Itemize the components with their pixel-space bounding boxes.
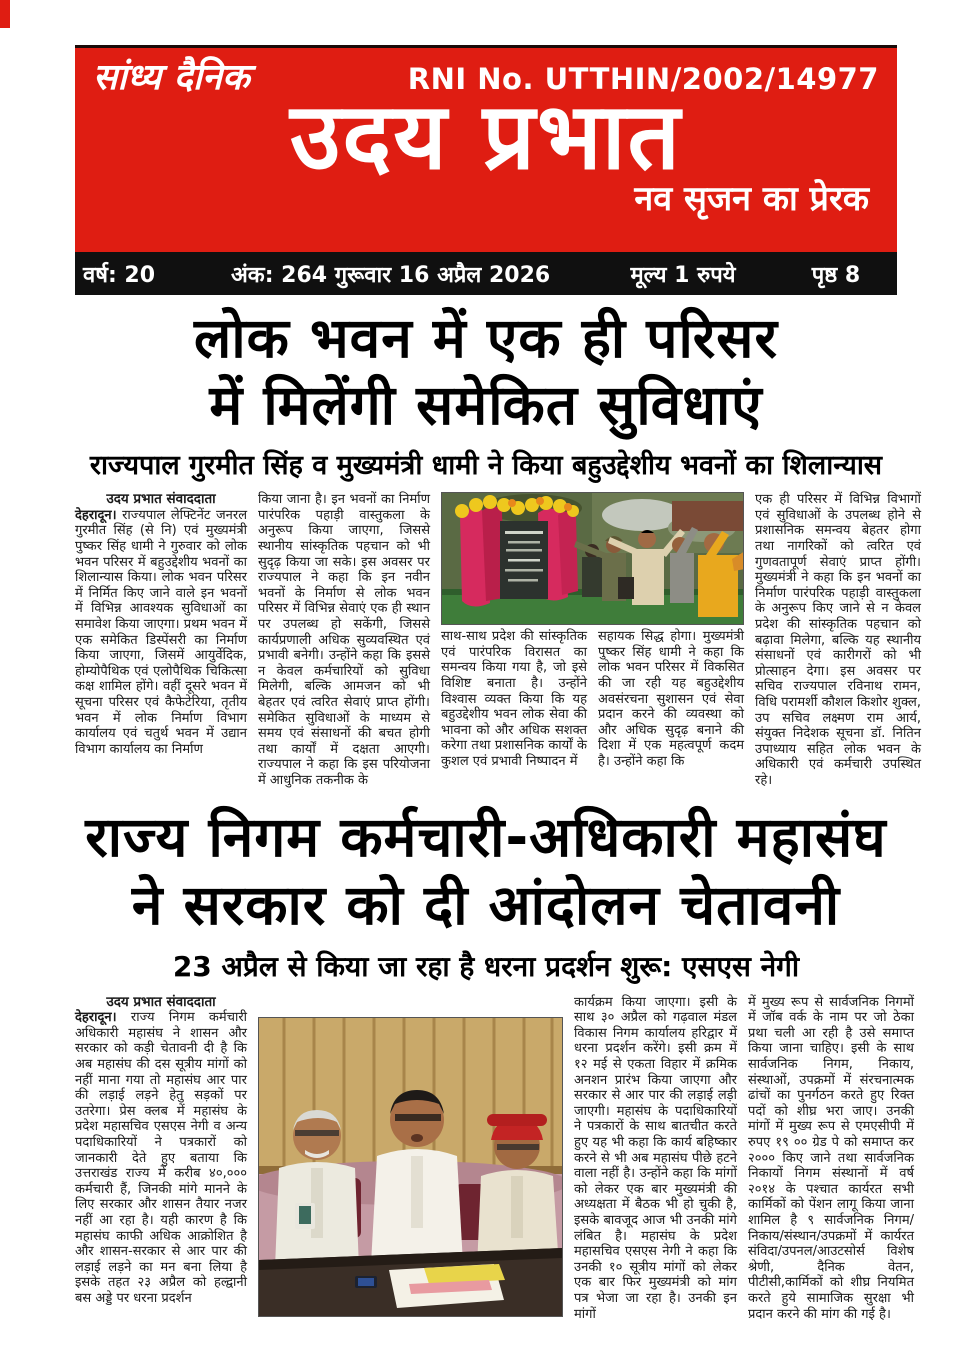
article1-column-2 (258, 492, 430, 788)
article1-col3-text: साथ-साथ प्रदेश की सांस्कृतिक एवं पारंपरिक विरासत का समन्वय किया गया है, जो इसे विशिष्ट बनाता है। उन्होंने विश्वास व्यक्त किया कि यह बहुउद्देशीय भवन लोक सेवा की भावना को और अधिक सशक्त करेगा तथा प्रशासनिक कार्यों के कुशल एवं प्रभावी निष्पादन में (441, 629, 587, 769)
article2-column-4 (748, 995, 914, 1322)
article2-body (75, 993, 914, 1322)
article2-subheadline: 23 अप्रैल से किया जा रहा है धरना प्रदर्शन शुरू: एसएस नेगी (172, 949, 800, 983)
article1-headline-line2: में मिलेंगी समेकित सुविधाएं (209, 373, 763, 438)
article1-subheadline: राज्यपाल गुरमीत सिंह व मुख्यमंत्री धामी ने किया बहुउद्देशीय भवनों का शिलान्यास (89, 450, 883, 482)
article1-col1-text: राज्यपाल लेफ्टिनेंट जनरल गुरमीत सिंह (से नि) एवं मुख्यमंत्री पुष्कर सिंह धामी ने गुरुवार को लोक भवन परिसर में बहुउद्देशीय भवनों का शिलान्यास किया। लोक भवन परिसर में निर्मित किए जाने वाले इन भवनों में विभिन्न आवश्यक सुविधाओं का समावेश किया जाएगा। प्रथम भवन में एक समेकित डिस्पेंसरी का निर्माण किया जाएगा, जिसमें आयुर्वेदिक, होम्योपैथिक एवं एलोपैथिक चिकित्सा कक्ष शामिल होंगे। वहीं दूसरे भवन में सूचना परिसर एवं कैफेटेरिया, तृतीय भवन में लोक निर्माण विभाग कार्यालय एवं चतुर्थ भवन में उद्यान विभाग कार्यालय का निर्माण (75, 507, 248, 757)
masthead (75, 45, 897, 252)
article2-headline (75, 804, 897, 938)
rni-number: RNI No. UTTHIN/2002/14977 (407, 62, 879, 96)
article2-col1-text: राज्य निगम कर्मचारी अधिकारी महासंघ ने शासन और सरकार को कड़ी चेतावनी दी है कि अब महासंघ की दस सूत्रीय मांगों को नहीं माना गया तो महासंघ आर पार की लड़ाई लड़ने हेतु सड़कों पर उतरेगा। प्रेस क्लब में महासंघ के प्रदेश महासचिव एसएस नेगी व अन्य पदाधिकारियों ने पत्रकारों को जानकारी देते हुए बताया कि उत्तराखंड राज्य में करीब ४०,००० कर्मचारी हैं, जिनकी मांगे मानने के लिए सरकार और शासन तैयार नजर नहीं आ रहा है। यही कारण है कि महासंघ काफी अधिक आक्रोशित है और शासन-सरकार से आर पार की लड़ाई लड़ने का मन बना लिया है इसके तहत २३ अप्रैल को हल्द्वानी बस अड्डे पर धरना प्रदर्शन (75, 1010, 247, 1306)
article2-column-3 (574, 995, 737, 1322)
article1-middle-block (441, 492, 744, 769)
foundation-stone-photo-illustration (442, 493, 744, 624)
article1-photo (441, 492, 744, 625)
article1-column-5 (755, 492, 921, 788)
article1-col2-text: किया जाना है। इन भवनों का निर्माण पारंपरिक पहाड़ी वास्तुकला के अनुरूप किया जाएगा, जिससे स्थानीय सांस्कृतिक पहचान को भी सुदृढ़ किया जा सके। इस अवसर पर राज्यपाल ने कहा कि इन नवीन भवनों के निर्माण से लोक भवन परिसर में विभिन्न सेवाएं एक ही स्थान पर उपलब्ध हो सकेंगी, जिससे कार्यप्रणाली अधिक सुव्यवस्थित एवं प्रभावी बनेगी। उन्होंने कहा कि इससे न केवल कर्मचारियों को सुविधा मिलेगी, बल्कि आमजन को भी बेहतर एवं त्वरित सेवाएं प्राप्त होंगी। समेकित सुविधाओं के माध्यम से समय एवं संसाधनों की बचत होगी तथा कार्यों में दक्षता आएगी। राज्यपाल ने कहा कि इस परियोजना में आधुनिक तकनीक के (258, 492, 430, 788)
scan-corner-mark (0, 0, 10, 28)
article1-col5-text: एक ही परिसर में विभिन्न विभागों एवं सुविधाओं के उपलब्ध होने से प्रशासनिक समन्वय बेहतर होगा तथा नागरिकों को त्वरित एवं गुणवतापूर्ण सेवाएं प्राप्त होंगी। मुख्यमंत्री ने कहा कि इन भवनों का निर्माण पारंपरिक पहाड़ी वास्तुकला के अनुरूप किए जाने से न केवल प्रदेश की सांस्कृतिक पहचान को बढ़ावा मिलेगा, बल्कि यह स्थानीय संसाधनों एवं कारीगरों को भी प्रोत्साहन देगा। इस अवसर पर सचिव राज्यपाल रविनाथ रामन, विधि परामर्शी कौशल किशोर शुक्ल, उप सचिव लक्ष्मण राम आर्य, संयुक्त निदेशक सूचना डॉ. नितिन उपाध्याय सहित लोक भवन के अधिकारी एवं कर्मचारी उपस्थित रहे। (755, 492, 921, 788)
article1-byline: उदय प्रभात संवाददाता (106, 491, 216, 508)
article2-col3-text: कार्यक्रम किया जाएगा। इसी के साथ ३० अप्रैल को गढ़वाल मंडल विकास निगम कार्यालय हरिद्वार में धरना प्रदर्शन करेंगे। इसी क्रम में १२ मई से एकता विहार में क्रमिक अनशन प्रारंभ किया जाएगा और सरकार से आर पार की लड़ाई लड़ी जाएगी। महासंघ के पदाधिकारियों ने पत्रकारों के साथ बातचीत करते हुए यह भी कहा कि कार्य बहिष्कार करने से भी अब महासंघ पीछे हटने वाला नहीं है। उन्होंने कहा कि मांगों को लेकर एक बार मुख्यमंत्री की अध्यक्षता में बैठक भी हो चुकी है, इसके बावजूद आज भी उनकी मांगे लंबित है। महासंघ के प्रदेश महासचिव एसएस नेगी ने कहा कि उनकी १० सूत्रीय मांगों को लेकर एक बार फिर मुख्यमंत्री को मांग पत्र भेजा जा रहा है। उनकी इन मांगों (574, 994, 737, 1322)
article1-body (75, 491, 921, 788)
article1-column-3 (441, 629, 587, 769)
article1-column-4 (598, 629, 744, 769)
press-conference-photo-illustration (259, 1018, 562, 1316)
article1-col4-text: सहायक सिद्ध होगा। मुख्यमंत्री पुष्कर सिंह धामी ने कहा कि लोक भवन परिसर में विकसित की जा रही यह बहुउद्देशीय अवसंरचना सुशासन एवं सेवा प्रदान करने की व्यवस्था को और अधिक सुदृढ़ बनाने की दिशा में एक महत्वपूर्ण कदम है। उन्होंने कहा कि (598, 629, 744, 769)
article2-headline-line1: राज्य निगम कर्मचारी-अधिकारी महासंघ (85, 805, 887, 870)
price-label: मूल्य 1 रुपये (630, 262, 736, 288)
article1-column-1 (75, 492, 247, 757)
article1-city-dateline: देहरादून। (75, 507, 117, 523)
article2-byline: उदय प्रभात संवाददाता (106, 993, 216, 1010)
article2-photo-wrap (258, 1017, 563, 1317)
page-count-label: पृष्ठ 8 (811, 262, 861, 288)
article1-headline-line1: लोक भवन में एक ही परिसर (194, 306, 778, 370)
newspaper-tagline: नव सृजन का प्रेरक (634, 178, 869, 219)
newspaper-title: उदय प्रभात (290, 82, 682, 190)
article2-column-1 (75, 995, 247, 1307)
date-bar (75, 252, 897, 295)
article2-col4-text: में मुख्य रूप से सार्वजनिक निगमों में जॉब वर्क के नाम पर जो ठेका प्रथा चली आ रही है उसे समाप्त किया जाना चाहिए। इसी के साथ सार्वजनिक निगम, निकाय, संस्थाओं, उपक्रमों में संरचनात्मक ढांचों का पुनर्गठन करते हुए रिक्त पदों को शीघ्र भरा जाए। उनकी मांगों में मुख्य रूप से एमएसीपी में रुपए १९ ०० ग्रेड पे को समाप्त कर २००० किए जाने तथा सार्वजनिक निकायों निगम संस्थानों में वर्ष २०१४ के पश्चात कार्यरत सभी कार्मिकों को पेंशन लागू किया जाना शामिल है ९ सार्वजनिक निगम/निकाय/संस्थान/उपक्रमों में कार्यरत संविदा/उपनल/आउटसोर्स विशेष श्रेणी, दैनिक वेतन, पीटीसी,कार्मिकों को शीघ्र नियमित करते हुये सामाजिक सुरक्षा भी प्रदान करने की मांग की गई है। (748, 994, 914, 1322)
article2-headline-line2: ने सरकार को दी आंदोलन चेतावनी (131, 872, 841, 937)
article1-headline (75, 305, 897, 439)
article2-photo (258, 1017, 563, 1317)
issue-date-label: अंक: 264 गुरूवार 16 अप्रैल 2026 (231, 262, 551, 288)
article2-city-dateline: देहरादून। (75, 1010, 117, 1026)
volume-label: वर्ष: 20 (83, 262, 156, 288)
edition-label: सांध्य दैनिक (93, 57, 250, 98)
